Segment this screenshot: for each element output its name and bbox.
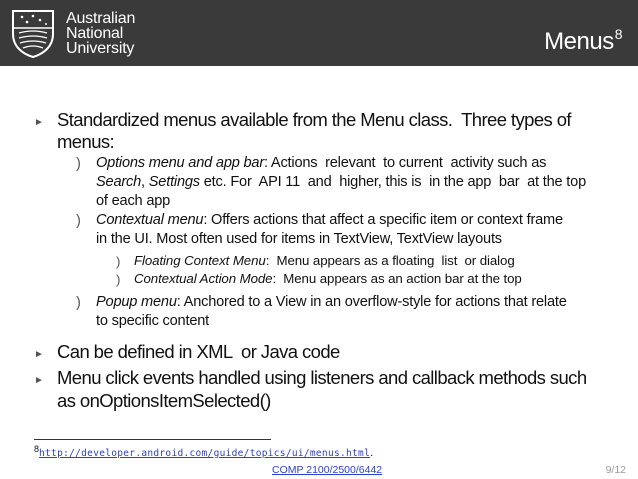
sub-sub-bullet-icon: ) [116, 272, 121, 287]
slide-title-text: Menus [544, 28, 614, 55]
footnote [34, 444, 373, 459]
term: Contextual Action Mode [134, 271, 273, 286]
subbullet-contextual-menu-line2 [96, 230, 502, 250]
text: , [141, 174, 149, 190]
text: in the UI. Most often used for items in TextView, TextView layouts [96, 231, 502, 247]
subbullet-options-menu-line3 [96, 192, 170, 212]
footnote-period: . [370, 447, 374, 459]
term: Floating Context Menu [134, 253, 266, 268]
logo-line-3: University [66, 39, 135, 57]
sub-bullet-icon: ) [76, 156, 81, 172]
subbullet-options-menu-line2 [96, 173, 586, 193]
logo-line-1: Australian [66, 9, 136, 27]
subbullet-options-menu-line1 [96, 154, 546, 174]
subbullet-popup-menu-line1 [96, 293, 567, 313]
bullet-arrow-icon: ► [34, 117, 44, 128]
text: to specific content [96, 313, 210, 329]
text: menus: [57, 131, 115, 152]
footnote-mark: 8 [34, 444, 40, 454]
sub-bullet-icon: ) [76, 295, 81, 311]
term: Popup menu [96, 294, 177, 310]
text: : Anchored to a View in an overflow-style for actions that relate [176, 294, 567, 310]
text: : Menu appears as a floating list or dialog [265, 253, 515, 268]
term: Search [96, 174, 142, 190]
text: : Menu appears as an action bar at the top [272, 271, 522, 286]
logo-wordmark [66, 11, 135, 56]
text: Can be defined in XML or Java code [57, 341, 340, 362]
bullet-arrow-icon: ► [34, 375, 44, 386]
bullet-standardized-menus-line2 [57, 130, 114, 153]
term: Contextual menu [96, 212, 204, 228]
floating-context-menu-item [134, 252, 515, 270]
crest-icon [10, 8, 56, 58]
subbullet-contextual-menu-line1 [96, 211, 563, 231]
slide-title [544, 26, 622, 56]
sub-bullet-icon: ) [76, 213, 81, 229]
text: class. Three types of [404, 109, 571, 130]
bullet-click-events-line1 [57, 366, 587, 389]
subbullet-popup-menu-line2 [96, 312, 209, 332]
footnote-link[interactable]: http://developer.android.com/guide/topics/ui/menus.html [39, 448, 371, 459]
text: of each app [96, 193, 171, 209]
contextual-action-mode-item [134, 270, 522, 288]
page-number: 9/12 [605, 464, 626, 476]
text: : Actions relevant to current activity such as [264, 155, 547, 171]
bullet-click-events-line2 [57, 389, 271, 412]
text: etc. For API 11 and higher, this is in the app bar at the top [199, 174, 586, 190]
bullet-arrow-icon: ► [34, 349, 44, 360]
course-code-link[interactable]: COMP 2100/2500/6442 [272, 464, 383, 476]
bullet-xml-java [57, 340, 340, 363]
footnote-divider [34, 439, 271, 440]
logo-line-2: National [66, 24, 124, 42]
menu-class-name: Menu [360, 109, 405, 130]
text: Menu click events handled using listeners and callback methods such [57, 367, 587, 388]
text: as onOptionsItemSelected() [57, 390, 271, 411]
text: : Offers actions that affect a specific item or context frame [203, 212, 563, 228]
anu-logo [10, 8, 135, 58]
slide-header [0, 0, 638, 66]
sub-sub-bullet-icon: ) [116, 254, 121, 269]
term: Settings [148, 174, 200, 190]
term: Options menu and app bar [96, 155, 265, 171]
bullet-standardized-menus-line1 [57, 108, 571, 131]
text: Standardized menus available from the [57, 109, 361, 130]
title-footnote-mark: 8 [614, 26, 622, 42]
